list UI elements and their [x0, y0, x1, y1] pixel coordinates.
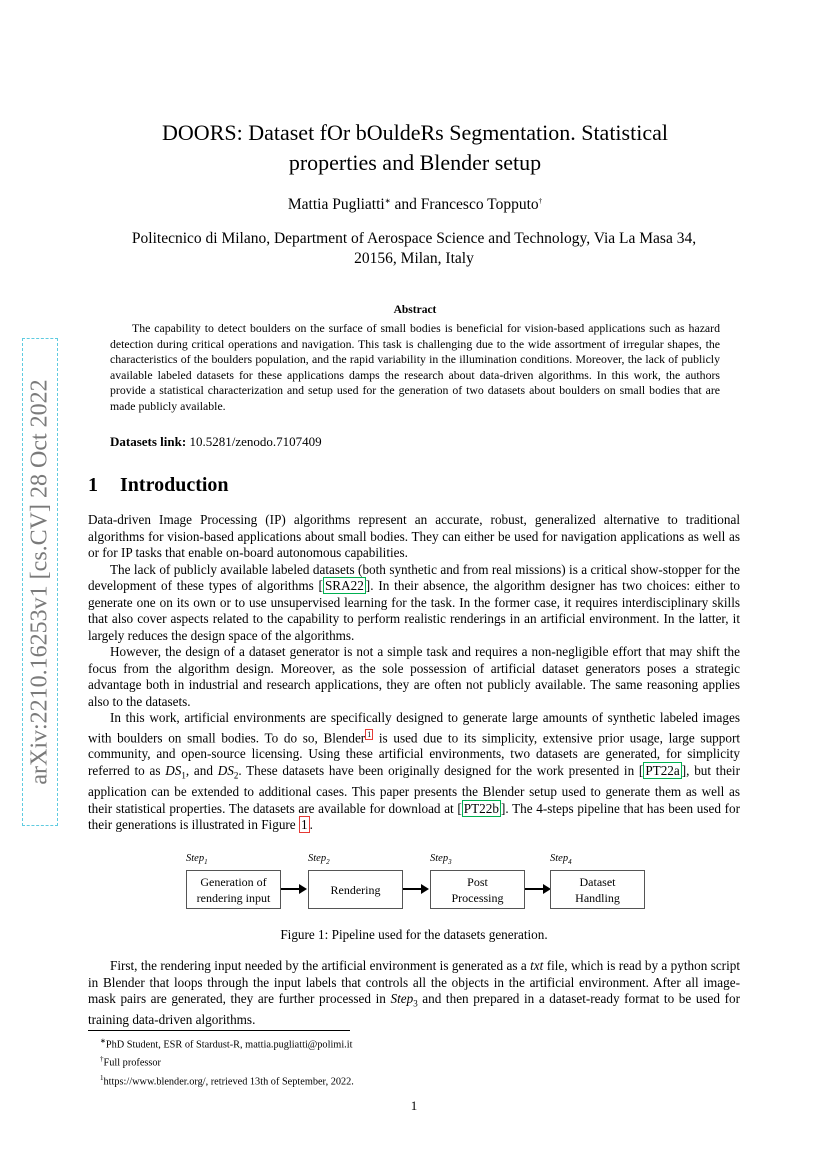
- authors: [110, 196, 720, 214]
- step3-subscript: 3: [413, 998, 418, 1009]
- footnotes: [100, 1034, 354, 1089]
- paragraph-4-text-a: In this work, artificial environments are specifically designed to generate large amounts of synthetic labeled images with boulders on small bodies. To do so, Blender: [88, 710, 740, 745]
- title-line-2: properties and Blender setup: [288, 150, 542, 175]
- step-4-box: [550, 870, 645, 909]
- step-3-label: Step$_3$: [430, 853, 452, 867]
- step-3-box: [430, 870, 525, 909]
- txt-word: txt: [530, 958, 544, 973]
- paragraph-3: However, the design of a dataset generator is not a simple task and requires a non-negligible effort that may shift the focus from the algorithm design. Moreover, as the sole possession of artificial dataset generators poses a strategic advantage both in industrial and research applications, they are often not publicly available. The same reasoning applies also to the datasets.: [88, 644, 740, 709]
- authors-and: and: [390, 196, 421, 213]
- abstract-heading: Abstract: [393, 304, 437, 316]
- paragraph-5: [88, 958, 740, 1029]
- figure-ref-1[interactable]: 1: [300, 817, 308, 833]
- abstract-text: The capability to detect boulders on the surface of small bodies is beneficial for vision-based applications such as hazard detection during critical operations and navigation. This task is challenging due to the wide assortment of irregular shapes, the characteristics of the boulders population, and the rapid variability in the illumination conditions. Moreover, the lack of publicly available labeled datasets for these applications damps the research about data-driven algorithms. In this work, the authors provide a statistical characterization and setup used for the generation of two datasets about boulders on small bodies that are made publicly available.: [110, 321, 720, 413]
- ds1-symbol: DS: [165, 762, 182, 778]
- step-3-text-1: Post: [467, 874, 488, 889]
- footnote-3: $^1$https://www.blender.org/, retrieved 13th of September, 2022.: [100, 1073, 354, 1088]
- paragraph-5-text-b: file, which is read by a python script in Blender that loops through the input labels that controls all the objects in the artificial environment. After all image-mask pairs are generated, they are further processed in: [88, 958, 740, 1006]
- paragraph-4-text-d: . These datasets have been originally designed for the work presented in [: [238, 762, 644, 778]
- page-number: 1: [410, 1098, 418, 1113]
- paragraph-1: Data-driven Image Processing (IP) algorithms represent an accurate, robust, generalized alternative to traditional algorithms for vision-based applications about small bodies. They can either be used for navigation applications as well as or for IP tasks that enable on-board autonomous capabilities.: [88, 512, 740, 560]
- datasets-link: [110, 434, 322, 450]
- figure-caption: Figure 1: Pipeline used for the datasets generation.: [280, 927, 548, 942]
- paragraph-4-text-g: .: [309, 817, 313, 833]
- paragraph-2-text-a: The lack of publicly available labeled datasets (both synthetic and from real missions) is a critical show-stopper for the development of these types of algorithms [: [88, 561, 740, 593]
- arrow-3-4: [525, 888, 549, 890]
- intro-body: [88, 512, 740, 834]
- ds2-symbol: DS: [217, 762, 234, 778]
- paper-title: [110, 118, 720, 178]
- author-1-mark: ∗: [384, 196, 391, 205]
- step-4-text-1: Dataset: [579, 874, 616, 889]
- footnote-ref-1[interactable]: 1: [367, 729, 372, 739]
- citation-sra22[interactable]: SRA22: [324, 578, 364, 593]
- section-heading: [88, 474, 229, 497]
- step-2-box: [308, 870, 403, 909]
- paragraph-4-text-e: ], but their application can be extended to additional cases. This paper presents the Blender setup used to generate them as well as their statistical properties. The datasets are available for download at [: [88, 762, 740, 816]
- section-title: Introduction: [120, 474, 229, 496]
- author-2-mark: †: [538, 196, 543, 205]
- footnote-1: ∗PhD Student, ESR of Stardust-R, mattia.pugliatti@polimi.it: [100, 1037, 353, 1051]
- step-1-text-1: Generation of: [200, 874, 267, 889]
- footnote-2: †Full professor: [100, 1055, 161, 1069]
- step-4-label: Step$_4$: [550, 853, 572, 867]
- paragraph-4-text-c: , and: [185, 762, 218, 778]
- affiliation-line-2: 20156, Milan, Italy: [354, 250, 474, 267]
- paragraph-5-text-a: First, the rendering input needed by the artificial environment is generated as a: [110, 958, 531, 973]
- affiliation-line-1: Politecnico di Milano, Department of Aerospace Science and Technology, Via La Masa 34,: [131, 230, 697, 247]
- paragraph-2-text-b: ]. In their absence, the algorithm designer has two choices: either to generate one on its own or to use unsupervised learning for the task. In the former case, it requires interdisciplinary skills that also cover aspects related to the capability to perform realistic renderings in an artificial environment. In the latter, it largely reduces the design space of the algorithms.: [88, 578, 740, 643]
- arxiv-stamp[interactable]: [22, 338, 58, 826]
- step-3-text-2: Processing: [451, 890, 504, 905]
- arrow-2-3: [403, 888, 427, 890]
- footnote-rule: [88, 1030, 350, 1031]
- step-1-label: Step$_1$: [186, 853, 208, 867]
- step-4-text-2: Handling: [575, 890, 620, 905]
- paragraph-4-text-b: is used due to its simplicity, extensive prior usage, large support community, and open-source licensing. Using these artificial environments, two datasets are generated, for simplicity referred to as: [88, 729, 740, 778]
- datasets-link-label: Datasets link:: [110, 434, 187, 449]
- citation-pt22b[interactable]: PT22b: [463, 800, 499, 816]
- step-1-box: [186, 870, 281, 909]
- paragraph-2: [88, 562, 740, 645]
- arrow-1-2: [281, 888, 305, 890]
- step-1-text-2: rendering input: [196, 890, 271, 905]
- ds1-subscript: 1: [181, 770, 186, 781]
- pipeline-figure: [186, 853, 646, 913]
- datasets-link-value[interactable]: 10.5281/zenodo.7107409: [186, 434, 322, 449]
- author-1: Mattia Pugliatti: [287, 196, 385, 213]
- section-number: 1: [88, 474, 98, 496]
- author-2: Francesco Topputo: [420, 196, 539, 213]
- step-2-text-1: Rendering: [330, 882, 381, 897]
- citation-pt22a[interactable]: PT22a: [645, 762, 680, 778]
- title-line-1: DOORS: Dataset fOr bOuldeRs Segmentation. Statistical: [162, 120, 668, 145]
- arxiv-stamp-text: arXiv:2210.16253v1 [cs.CV] 28 Oct 2022: [26, 379, 53, 785]
- affiliation: [88, 229, 740, 269]
- ds2-subscript: 2: [233, 770, 239, 781]
- step3-symbol: Step: [390, 991, 414, 1006]
- step-2-label: Step$_2$: [308, 853, 330, 867]
- paragraph-4-text-f: ]. The 4-steps pipeline that has been used for their generations is illustrated in Figure: [88, 800, 740, 833]
- paragraph-5-text-c: and then prepared in a dataset-ready format to be used for training data-driven algorithms.: [88, 991, 740, 1028]
- paragraph-4: [88, 710, 740, 834]
